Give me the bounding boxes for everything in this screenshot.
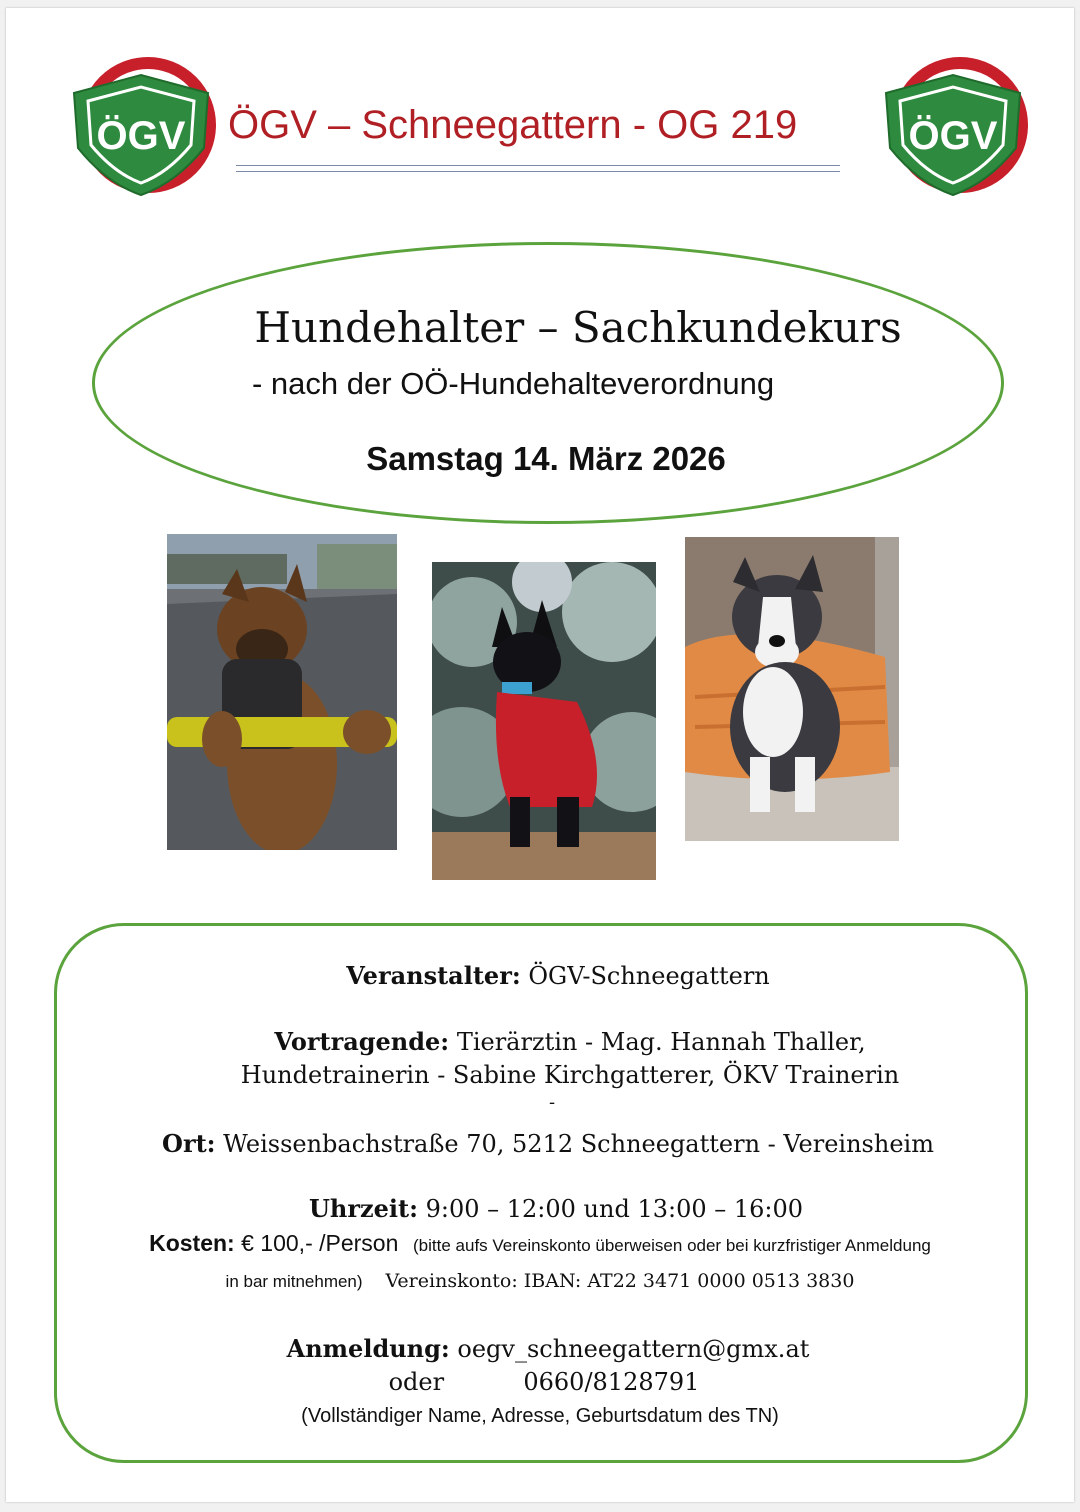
costs-line-2 — [6, 1265, 1074, 1293]
bank-account: Vereinskonto: IBAN: AT22 3471 0000 0513 3830 — [385, 1270, 855, 1292]
costs-note-2: in bar mitnehmen) — [225, 1272, 363, 1291]
flyer-page — [6, 8, 1074, 1502]
photo-black-dog-red-vest — [432, 562, 656, 880]
registration-line — [6, 1334, 1080, 1363]
location-value: Weissenbachstraße 70, 5212 Schneegattern - Vereinsheim — [223, 1130, 934, 1158]
photo-black-white-puppy — [685, 537, 899, 841]
club-title: ÖGV – Schneegattern - OG 219 — [228, 103, 798, 147]
speakers-separator: - — [548, 1092, 556, 1113]
speakers-line-2 — [6, 1061, 1080, 1089]
registration-phone: 0660/8128791 — [523, 1368, 700, 1396]
costs-note-1: (bitte aufs Vereinskonto überweisen oder bei kurzfristiger Anmeldung — [413, 1236, 931, 1255]
course-date: Samstag 14. März 2026 — [366, 440, 726, 477]
oegv-logo-left — [66, 53, 216, 198]
location-line — [6, 1129, 1080, 1158]
costs-line — [6, 1230, 1074, 1257]
organizer-line — [6, 961, 1080, 990]
location-label: Ort: — [162, 1129, 216, 1158]
svg-text:ÖGV: ÖGV — [908, 114, 998, 158]
oegv-logo-right — [878, 53, 1028, 198]
costs-label: Kosten: — [149, 1230, 235, 1256]
speaker-trainer: Hundetrainerin - Sabine Kirchgatterer, ÖKV Trainerin — [240, 1061, 900, 1089]
course-title: Hundehalter – Sachkundekurs — [254, 303, 902, 352]
photo-brown-dog — [167, 534, 397, 850]
registration-note: (Vollständiger Name, Adresse, Geburtsdatum des TN) — [301, 1405, 779, 1427]
svg-text:ÖGV: ÖGV — [96, 114, 186, 158]
time-line — [6, 1194, 1080, 1223]
speakers-line-1 — [6, 1027, 1080, 1056]
course-subtitle: - nach der OÖ-Hundehalteverordnung — [252, 366, 775, 401]
organizer-value: ÖGV-Schneegattern — [528, 962, 770, 990]
registration-or: oder — [388, 1368, 445, 1396]
organizer-label: Veranstalter: — [346, 961, 521, 990]
time-value: 9:00 – 12:00 und 13:00 – 16:00 — [425, 1195, 804, 1223]
speaker-vet: Tierärztin - Mag. Hannah Thaller, — [456, 1028, 866, 1056]
registration-label: Anmeldung: — [286, 1334, 450, 1363]
speakers-label: Vortragende: — [274, 1027, 450, 1056]
registration-email: oegv_schneegattern@gmx.at — [457, 1335, 810, 1363]
registration-phone-line — [6, 1368, 1078, 1396]
title-underline — [236, 165, 840, 172]
costs-value: € 100,- /Person — [241, 1230, 399, 1256]
time-label: Uhrzeit: — [308, 1194, 418, 1223]
